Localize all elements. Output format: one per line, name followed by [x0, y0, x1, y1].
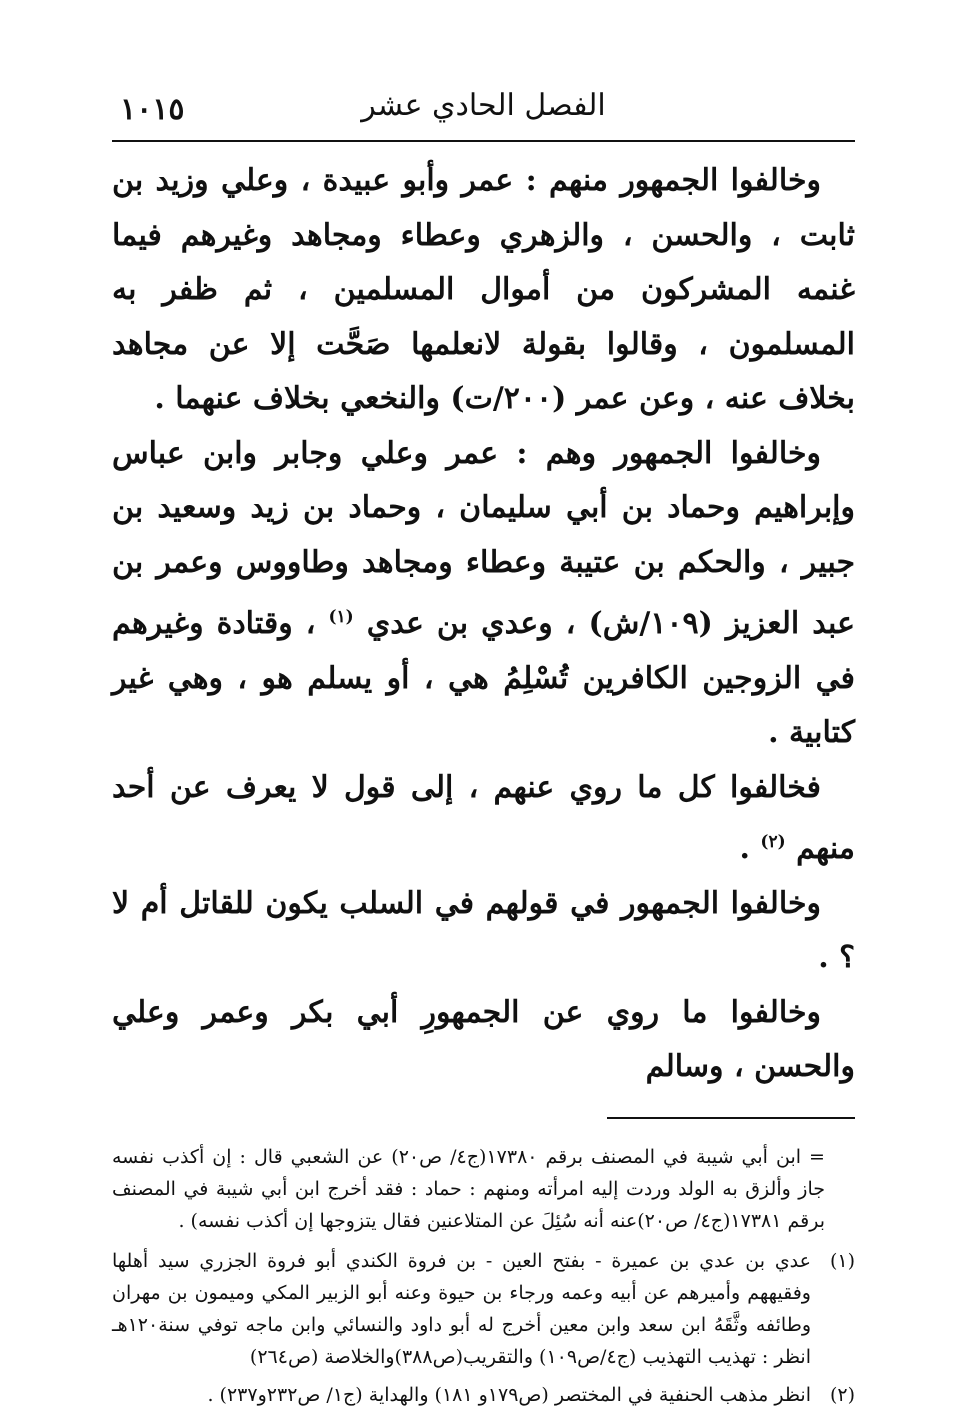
footnote-text: انظر مذهب الحنفية في المختصر (ص١٧٩و ١٨١) والهداية (ج١/ ص٢٣٢و٢٣٧) .: [207, 1383, 811, 1406]
footnote-number: (١): [829, 1249, 855, 1272]
page-number: ١٠١٥: [120, 92, 185, 127]
paragraph: [112, 427, 855, 761]
paragraph: وخالفوا ما روي عن الجمهورِ أبي بكر وعمر وعلي والحسن ، وسالم: [112, 994, 855, 1084]
footnote-marker: (١): [328, 607, 354, 627]
text-run: فخالفوا كل ما روي عنهم ، إلى قول لا يعرف عن أحد منهم: [112, 769, 855, 866]
text-run: ، وقتادة وغيرهم في الزوجين الكافرين تُسْلِمُ هي ، أو يسلم هو ، وهي غير كتابية .: [112, 606, 855, 750]
footnote-text: عدي بن عدي بن عميرة - بفتح العين - بن فروة الكندي أبو فروة الجزري سيد أهلها وفقيههم وأميرهم عن أبيه وعمه ورجاء بن حيوة وعنه أبو الزبير المكي وميمون بن مهران وطائفه وثَّقَهُ ابن سعد وابن معين أخرج له أبو داود والنسائي وابن ماجه توفي سنة١٢٠هـ انظر : تهذيب التهذيب (ج٤/ص١٠٩) والتقريب(ص٣٨٨)والخلاصة (ص٢٦٤): [112, 1249, 811, 1368]
chapter-title: الفصل الحادي عشر: [361, 88, 606, 123]
footnote-separator: [607, 1117, 855, 1119]
paragraph: [112, 761, 855, 877]
page-header: [112, 78, 855, 142]
paragraph: وخالفوا الجمهور في قولهم في السلب يكون للقاتل أم لا ؟ .: [112, 885, 855, 975]
footnote: [112, 1245, 855, 1373]
main-text: [112, 154, 855, 1095]
text-run: وخالفوا الجمهور وهم : عمر وعلي وجابر وابن عباس وإبراهيم وحماد بن أبي سليمان ، وحماد بن زيد وسعيد بن جبير ، والحكم بن عتيبة وعطاء ومجاهد وطاووس وعمر بن عبد العزيز (١٠٩/ش) ، وعدي بن عدي: [112, 435, 855, 641]
text-run: .: [739, 831, 750, 866]
footnotes: [112, 1141, 855, 1411]
footnote: [112, 1379, 855, 1411]
footnote-continuation: = ابن أبي شيبة في المصنف برقم ١٧٣٨٠(ج٤/ ص٢٠) عن الشعبي قال : إن أكذب نفسه جاز وألزق به الولد وردت إليه امرأته ومنهم : حماد : فقد أخرج ابن أبي شيبة في المصنف برقم ١٧٣٨١(ج٤/ ص٢٠)عنه أنه سُئِلَ عن المتلاعنين فقال يتزوجها إن أكذب نفسه) .: [112, 1145, 825, 1232]
paragraph: وخالفوا الجمهور منهم : عمر وأبو عبيدة ، وعلي وزيد بن ثابت ، والحسن ، والزهري وعطاء ومجاهد وغيرهم فيما غنمه المشركون من أموال المسلمين ، ثم ظفر به المسلمون ، وقالوا بقولة لانعلمها صَحَّت إلا عن مجاهد بخلاف عنه ، وعن عمر (٢٠٠/ت) والنخعي بخلاف عنهما .: [112, 163, 855, 416]
footnote-marker: (٢): [760, 832, 786, 852]
footnote-number: (٢): [829, 1383, 855, 1406]
